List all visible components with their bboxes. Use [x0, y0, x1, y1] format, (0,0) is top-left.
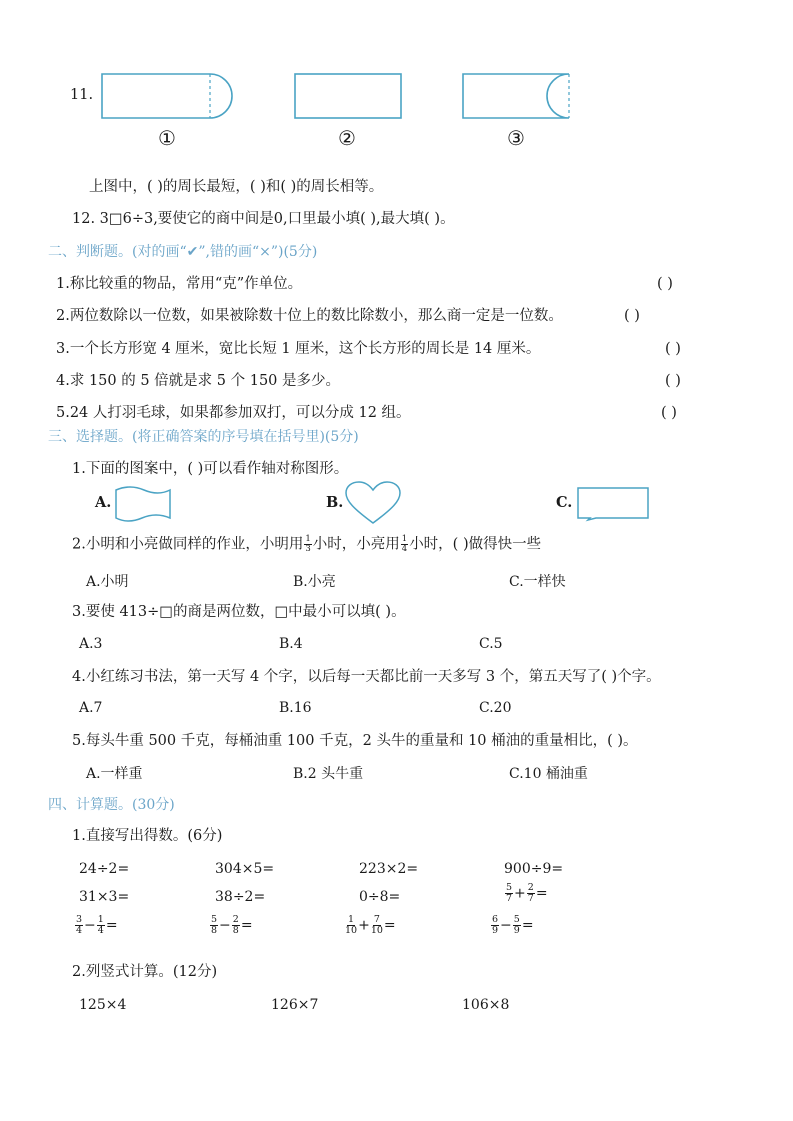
choice-q4-text: 4.小红练习书法，第一天写 4 个字，以后每一天都比前一天多写 3 个，第五天写了( )个字。	[72, 669, 661, 685]
judge-item-2-paren: ( )	[624, 308, 640, 324]
fraction	[527, 883, 535, 904]
choice-q3-text: 3.要使 413÷□的商是两位数，□中最小可以填( )。	[72, 604, 406, 620]
fraction	[345, 915, 357, 936]
choice-q3-option-a: A.3	[79, 636, 103, 652]
choice-q2-pre: 2.小明和小亮做同样的作业，小明用	[72, 536, 304, 553]
equals-sign: =	[535, 885, 548, 902]
judge-item-2: 2.两位数除以一位数，如果被除数十位上的数比除数小，那么商一定是一位数。	[56, 308, 563, 324]
fraction-numerator: 1	[305, 534, 311, 544]
fraction-denominator: 10	[345, 925, 358, 936]
fraction-numerator: 1	[97, 914, 104, 925]
shape-3-rect-notch	[461, 72, 573, 122]
fraction	[210, 915, 218, 936]
choice-q2-post: 小时，( )做得快一些	[409, 536, 542, 553]
fraction-denominator: 9	[492, 925, 499, 936]
shape-label-2: ②	[338, 126, 356, 150]
choice-q3-option-c: C.5	[479, 636, 503, 652]
calc-sub2-title: 2.列竖式计算。(12分)	[72, 964, 218, 980]
section-3-title: 三、选择题。(将正确答案的序号填在括号里)(5分)	[48, 429, 359, 445]
choice-q1-option-a: A.	[95, 494, 112, 511]
question-number-11: 11.	[70, 87, 94, 103]
vertical-calc-item: 125×4	[79, 997, 127, 1013]
choice-q1-text: 1.下面的图案中，( )可以看作轴对称图形。	[72, 461, 349, 477]
section-2-title: 二、判断题。(对的画“✔”,错的画“×”)(5分)	[48, 244, 318, 260]
shape-2-rectangle	[293, 72, 405, 122]
judge-item-3: 3.一个长方形宽 4 厘米，宽比长短 1 厘米，这个长方形的周长是 14 厘米。	[56, 341, 541, 357]
choice-q2-option-c: C.一样快	[509, 574, 566, 590]
choice-q2-option-b: B.小亮	[293, 574, 336, 590]
operator: −	[219, 917, 231, 934]
fraction-denominator: 4	[401, 544, 408, 554]
equals-sign: =	[240, 917, 253, 934]
question-12-text: 12. 3□6÷3,要使它的商中间是0,口里最小填( ),最大填( )。	[72, 211, 455, 227]
operator: −	[84, 917, 96, 934]
fraction	[75, 915, 83, 936]
judge-item-1-paren: ( )	[657, 276, 673, 292]
fraction-denominator: 4	[97, 925, 104, 936]
shape-label-1: ①	[158, 126, 176, 150]
operator: +	[514, 885, 526, 902]
choice-q4-option-c: C.20	[479, 700, 512, 716]
fraction	[232, 915, 240, 936]
calc-row1-item: 900÷9=	[504, 861, 564, 877]
fraction-numerator: 3	[76, 914, 83, 925]
fraction-denominator: 4	[76, 925, 83, 936]
calc-row2-item: 38÷2=	[215, 889, 266, 905]
judge-item-4-paren: ( )	[665, 373, 681, 389]
choice-q4-option-a: A.7	[79, 700, 103, 716]
choice-q5-option-b: B.2 头牛重	[293, 766, 364, 782]
vertical-calc-item: 126×7	[271, 997, 319, 1013]
choice-q1-option-c: C.	[556, 494, 573, 511]
vertical-calc-item: 106×8	[462, 997, 510, 1013]
operator: +	[358, 917, 370, 934]
calc-row3-item	[74, 915, 118, 936]
judge-item-5: 5.24 人打羽毛球，如果都参加双打，可以分成 12 组。	[56, 405, 411, 421]
fraction-numerator: 7	[373, 914, 380, 925]
operator: −	[500, 917, 512, 934]
choice-q1-option-b: B.	[326, 494, 344, 511]
question-11-text: 上图中，( )的周长最短，( )和( )的周长相等。	[89, 179, 384, 195]
fraction	[97, 915, 105, 936]
fraction-denominator: 8	[211, 925, 218, 936]
fraction	[505, 883, 513, 904]
fraction-one-third	[304, 535, 311, 554]
calc-row3-item	[490, 915, 534, 936]
choice-q3-option-b: B.4	[279, 636, 303, 652]
equals-sign: =	[521, 917, 534, 934]
speech-bubble-icon	[576, 486, 652, 522]
choice-q2-mid: 小时，小亮用	[312, 536, 400, 553]
judge-item-4: 4.求 150 的 5 倍就是求 5 个 150 是多少。	[56, 373, 341, 389]
calc-row1-item: 304×5=	[215, 861, 275, 877]
fraction-numerator: 5	[211, 914, 218, 925]
calc-row3-item	[344, 915, 396, 936]
fraction-denominator: 7	[527, 893, 534, 904]
choice-q4-option-b: B.16	[279, 700, 312, 716]
judge-item-3-paren: ( )	[665, 341, 681, 357]
fraction	[513, 915, 521, 936]
shape-1-rect-semicircle	[100, 72, 240, 122]
calc-row1-item: 223×2=	[359, 861, 419, 877]
calc-row3-item	[209, 915, 253, 936]
calc-row1-item: 24÷2=	[79, 861, 130, 877]
calc-sub1-title: 1.直接写出得数。(6分)	[72, 828, 223, 844]
calc-row2-item: 31×3=	[79, 889, 130, 905]
fraction-numerator: 2	[232, 914, 239, 925]
fraction-one-fourth	[401, 535, 408, 554]
heart-shape-icon	[344, 481, 402, 525]
fraction-numerator: 1	[401, 534, 408, 544]
choice-q2-option-a: A.小明	[86, 574, 129, 590]
choice-q5-option-c: C.10 桶油重	[509, 766, 588, 782]
shape-label-3: ③	[507, 126, 525, 150]
choice-q5-option-a: A.一样重	[86, 766, 143, 782]
flag-shape-icon	[114, 484, 172, 522]
choice-q2-text	[72, 535, 541, 554]
judge-item-5-paren: ( )	[661, 405, 677, 421]
choice-q5-text: 5.每头牛重 500 千克，每桶油重 100 千克，2 头牛的重量和 10 桶油的重量相比，( )。	[72, 733, 638, 749]
fraction-denominator: 9	[513, 925, 520, 936]
fraction-numerator: 1	[348, 914, 355, 925]
calc-row2-item: 0÷8=	[359, 889, 401, 905]
calc-row2-fraction-item	[504, 883, 548, 904]
section-4-title: 四、计算题。(30分)	[48, 797, 175, 813]
fraction	[491, 915, 499, 936]
fraction-denominator: 3	[305, 544, 311, 554]
fraction-numerator: 5	[506, 882, 513, 893]
fraction-numerator: 2	[527, 882, 534, 893]
fraction-denominator: 8	[232, 925, 239, 936]
equals-sign: =	[105, 917, 118, 934]
fraction-denominator: 10	[370, 925, 383, 936]
judge-item-1: 1.称比较重的物品，常用“克”作单位。	[56, 276, 303, 292]
fraction-numerator: 5	[513, 914, 520, 925]
fraction-denominator: 7	[506, 893, 513, 904]
equals-sign: =	[383, 917, 396, 934]
fraction	[371, 915, 383, 936]
fraction-numerator: 6	[492, 914, 499, 925]
